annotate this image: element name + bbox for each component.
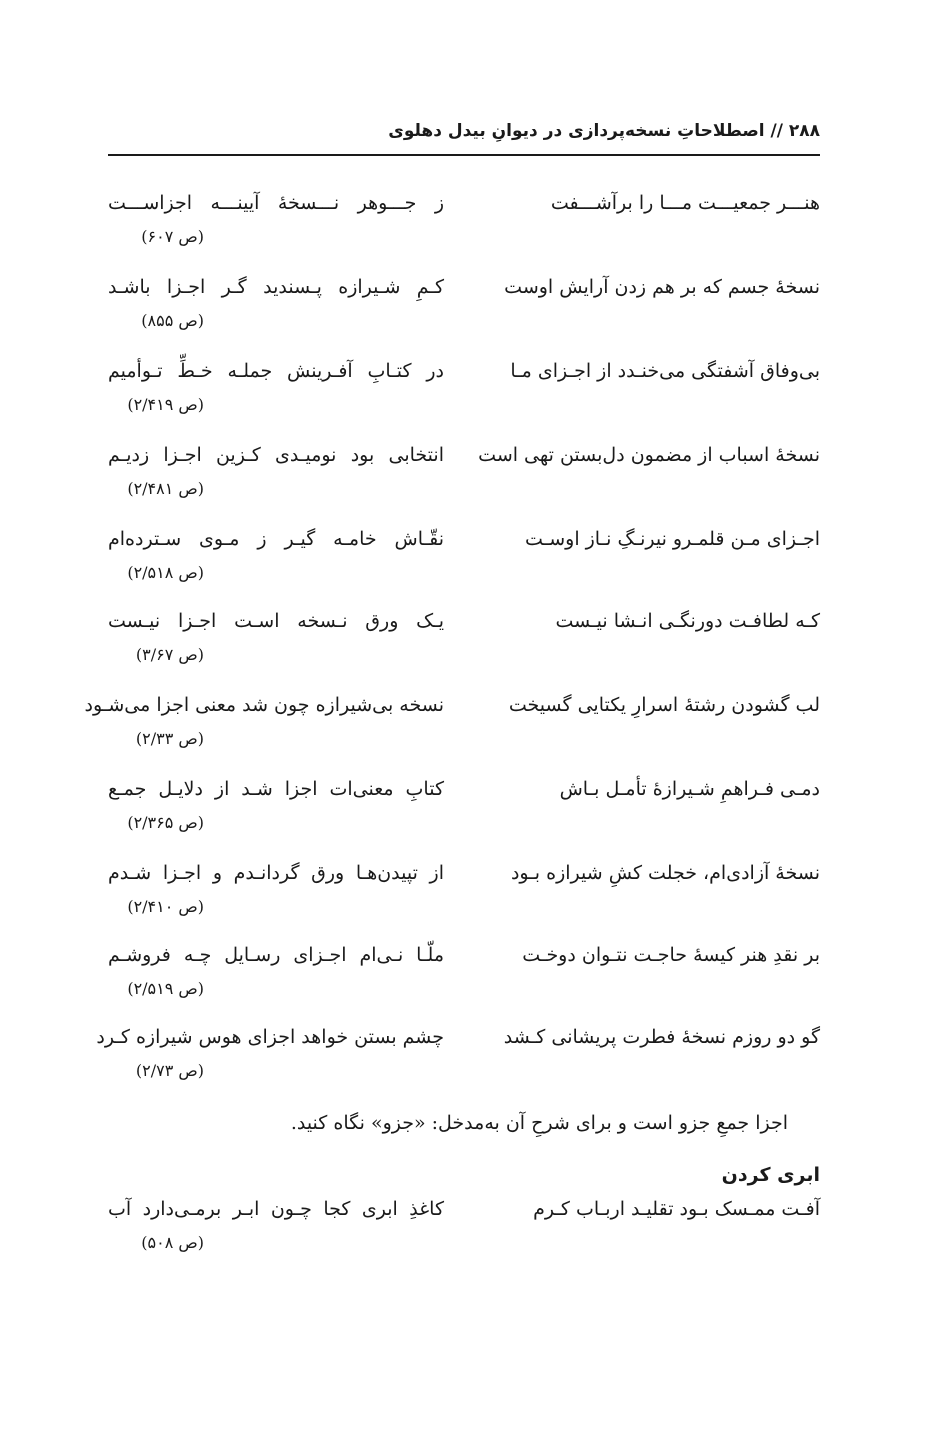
verse-second-hemistich: کـمِ شـیرازه پـسندید گـر اجـزا باشـد <box>108 276 444 298</box>
verse-first-hemistich: نسخهٔ جسم که بر هم زدن آرایش اوست <box>504 276 820 298</box>
verse-first-hemistich: اجـزای مـن قلمـرو نیرنـگِ نـاز اوسـت <box>525 528 820 550</box>
verse <box>108 856 820 932</box>
verse-first-hemistich: هنـــر جمعیـــت مـــا را برآشـــفت <box>550 192 820 214</box>
verse-second-hemistich: از تپیدن‌هـا ورق گردانـدم و اجـزا شـدم <box>108 862 444 884</box>
verse-reference: (ص ۲/۴۸۱) <box>127 479 204 498</box>
header-rule <box>108 154 820 156</box>
verse-second-hemistich: چشم بستن خواهد اجزای هوس شیرازه کـرد <box>96 1026 444 1048</box>
verse <box>108 1192 820 1268</box>
verse-second-hemistich: ملّـا نـی‌ام اجـزای رسـایل چـه فروشـم <box>108 944 444 966</box>
verse-first-hemistich: بر نقدِ هنر کیسهٔ حاجـت نتـوان دوخـت <box>522 944 820 966</box>
verse <box>84 688 820 764</box>
verse-first-hemistich: نسخهٔ آزادی‌ام، خجلت کشِ شیرازه بـود <box>510 862 820 884</box>
verse-second-hemistich: یـک ورق نـسخه اسـت اجـزا نیـست <box>108 610 444 632</box>
verse-reference: (ص ۲/۴۱۹) <box>127 395 204 414</box>
verse-reference: (ص ۸۵۵) <box>141 311 204 330</box>
running-header: ۲۸۸ // اصطلاحاتِ نسخه‌پردازی در دیوانِ بیدل دهلوی <box>388 121 820 141</box>
verse <box>108 522 820 598</box>
verse-reference: (ص ۲/۵۱۸) <box>127 563 204 582</box>
verse-reference: (ص ۲/۴۱۰) <box>127 897 204 916</box>
verse-second-hemistich: نقّـاش خامـه گیـر ز مـوی سـترده‌ام <box>108 528 444 550</box>
verse-reference: (ص ۲/۳۳) <box>135 729 204 748</box>
verse-first-hemistich: کـه لطافـت دورنگـی انـشا نیـست <box>555 610 820 632</box>
verse-reference: (ص ۲/۳۶۵) <box>127 813 204 832</box>
verse-first-hemistich: نسخهٔ اسباب از مضمون دل‌بستن تهی است <box>478 444 820 466</box>
verse-first-hemistich: آفـت ممـسک بـود تقلیـد اربـاب کـرم <box>533 1198 820 1220</box>
verse-first-hemistich: بی‌وفاق آشفتگی می‌خنـدد از اجـزای مـا <box>510 360 820 382</box>
verse <box>96 1020 820 1096</box>
verse-reference: (ص ۲/۷۳) <box>135 1061 204 1080</box>
verse <box>108 438 820 514</box>
verse <box>108 772 820 848</box>
verse-reference: (ص ۲/۵۱۹) <box>127 979 204 998</box>
verse-second-hemistich: ز جـــوهر نـــسخهٔ آیینـــه اجزاســـت <box>108 192 444 214</box>
explanatory-note: اجزا جمعِ جزو است و برای شرحِ آن به‌مدخل: «جزو» نگاه کنید. <box>290 1112 788 1134</box>
verse-first-hemistich: گو دو روزم نسخهٔ فطرت پریشانی کـشد <box>503 1026 820 1048</box>
verse-second-hemistich: نسخه بی‌شیرازه چون شد معنی اجزا می‌شـود <box>84 694 444 716</box>
verse-second-hemistich: انتخابی بود نومیـدی کـزین اجـزا زدیـم <box>108 444 444 466</box>
verse <box>108 604 820 680</box>
entry-heading: ابری کردن <box>721 1164 820 1186</box>
verse-second-hemistich: کتابِ معنی‌ات اجزا شـد از دلایـل جمـع <box>108 778 444 800</box>
verse <box>108 938 820 1014</box>
verse-reference: (ص ۶۰۷) <box>141 227 204 246</box>
verse <box>108 354 820 430</box>
verse-second-hemistich: کاغذِ ابری کجا چـون ابـر برمـی‌دارد آب <box>108 1198 444 1220</box>
verse <box>108 270 820 346</box>
verse-reference: (ص ۳/۶۷) <box>135 645 204 664</box>
verse-first-hemistich: دمـی فـراهمِ شـیرازهٔ تأمـل بـاش <box>559 778 820 800</box>
verse <box>108 186 820 262</box>
verse-reference: (ص ۵۰۸) <box>141 1233 204 1252</box>
verse-second-hemistich: در کتـابِ آفـرینش جملـه خـطِّ تـوأمیم <box>108 360 444 382</box>
verse-first-hemistich: لب گشودن رشتهٔ اسرارِ یکتایی گسیخت <box>508 694 820 716</box>
